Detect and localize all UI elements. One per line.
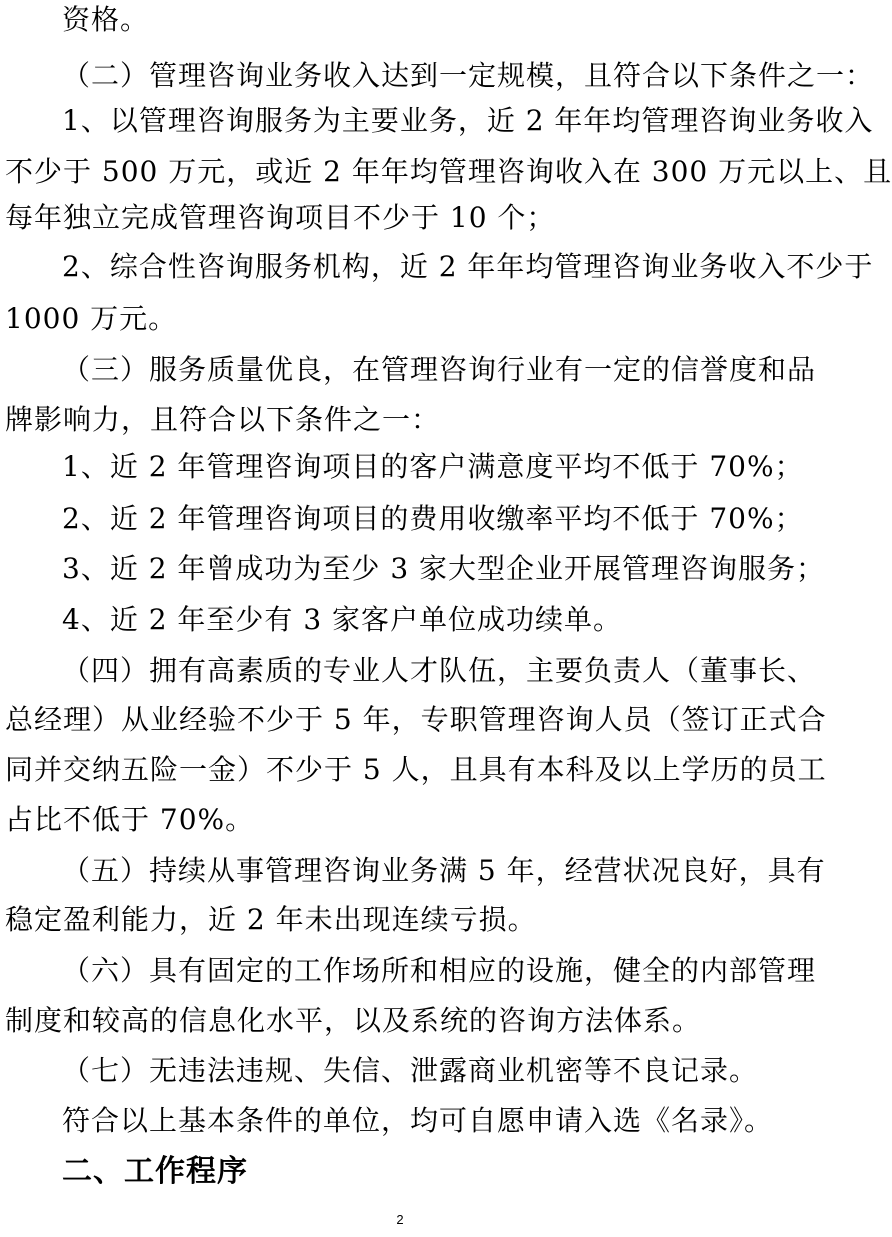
paragraph-line: 总经理）从业经验不少于 5 年，专职管理咨询人员（签订正式合 (5, 703, 827, 736)
paragraph-line: 2、综合性咨询服务机构，近 2 年年均管理咨询业务收入不少于 (62, 250, 874, 283)
paragraph-line: 2、近 2 年管理咨询项目的费用收缴率平均不低于 70%； (62, 502, 804, 535)
paragraph-line: （五）持续从事管理咨询业务满 5 年，经营状况良好，具有 (62, 854, 826, 887)
paragraph-line: 3、近 2 年曾成功为至少 3 家大型企业开展管理咨询服务； (62, 552, 826, 585)
paragraph-line: 不少于 500 万元，或近 2 年年均管理咨询收入在 300 万元以上、且 (5, 155, 892, 188)
paragraph-line: 稳定盈利能力，近 2 年未出现连续亏损。 (5, 903, 537, 936)
paragraph-line: （七）无违法违规、失信、泄露商业机密等不良记录。 (62, 1054, 759, 1087)
paragraph-line: 1000 万元。 (5, 302, 178, 335)
paragraph-line: 资格。 (62, 3, 150, 36)
section-heading: 二、工作程序 (62, 1154, 248, 1189)
paragraph-line: 每年独立完成管理咨询项目不少于 10 个； (5, 201, 556, 234)
paragraph-line: （六）具有固定的工作场所和相应的设施，健全的内部管理 (62, 954, 817, 987)
paragraph-line: 4、近 2 年至少有 3 家客户单位成功续单。 (62, 603, 623, 636)
paragraph-line: 1、以管理咨询服务为主要业务，近 2 年年均管理咨询业务收入 (62, 104, 874, 137)
paragraph-line: 符合以上基本条件的单位，均可自愿申请入选《名录》。 (62, 1104, 774, 1137)
paragraph-line: 牌影响力，且符合以下条件之一： (5, 403, 441, 436)
paragraph-line: 制度和较高的信息化水平，以及系统的咨询方法体系。 (5, 1004, 702, 1037)
paragraph-line: （三）服务质量优良，在管理咨询行业有一定的信誉度和品 (62, 353, 817, 386)
paragraph-line: （四）拥有高素质的专业人才队伍，主要负责人（董事长、 (62, 654, 817, 687)
paragraph-line: （二）管理咨询业务收入达到一定规模，且符合以下条件之一： (62, 59, 875, 92)
paragraph-line: 占比不低于 70%。 (5, 803, 255, 836)
paragraph-line: 同并交纳五险一金）不少于 5 人，且具有本科及以上学历的员工 (5, 753, 827, 786)
paragraph-line: 1、近 2 年管理咨询项目的客户满意度平均不低于 70%； (62, 450, 804, 483)
page-number: 2 (396, 1212, 404, 1227)
